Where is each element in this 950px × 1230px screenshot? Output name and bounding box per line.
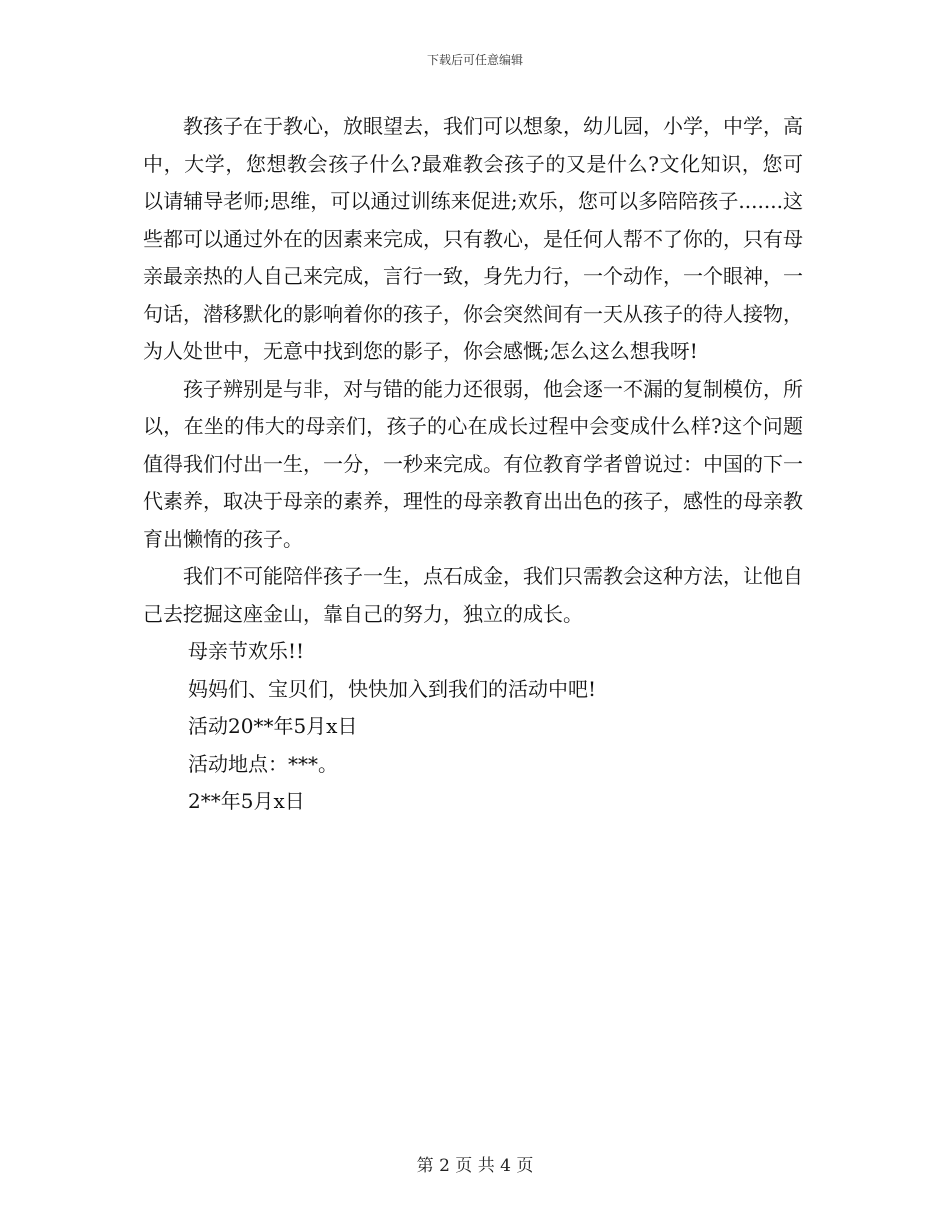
paragraph-teaching-heart: 教孩子在于教心，放眼望去，我们可以想象，幼儿园，小学，中学，高中，大学，您想教会孩子什么?最难教会孩子的又是什么?文化知识，您可以请辅导老师;思维，可以通过训练来促进;欢乐，您可以多陪陪孩子.......这些都可以通过外在的因素来完成，只有教心，是任何人帮不了你的，只有母亲最亲热的人自己来完成，言行一致，身先力行，一个动作，一个眼神，一句话，潜移默化的影响着你的孩子，你会突然间有一天从孩子的待人接物，为人处世中，无意中找到您的影子，你会感慨;怎么这么想我呀!	[143, 114, 803, 363]
greeting-line: 母亲节欢乐!!	[188, 639, 305, 663]
invitation-line: 妈妈们、宝贝们，快快加入到我们的活动中吧!	[188, 676, 597, 701]
paragraph-golden-mountain: 我们不可能陪伴孩子一生，点石成金，我们只需教会这种方法，让他自己去挖掘这座金山，靠自己的努力，独立的成长。	[143, 564, 803, 626]
event-time-line: 活动20**年5月x日	[188, 714, 358, 738]
event-location-line: 活动地点：***。	[188, 751, 338, 776]
paragraph-child-imitation: 孩子辨别是与非，对与错的能力还很弱，他会逐一不漏的复制模仿，所以，在坐的伟大的母亲们，孩子的心在成长过程中会变成什么样?这个问题值得我们付出一生，一分，一秒来完成。有位教育学者曾说过：中国的下一代素养，取决于母亲的素养，理性的母亲教育出出色的孩子，感性的母亲教育出懒惰的孩子。	[143, 376, 803, 551]
page-header-watermark: 下载后可任意编辑	[426, 53, 523, 67]
date-line: 2**年5月x日	[188, 789, 305, 813]
page-number-footer: 第 2 页 共 4 页	[416, 1156, 534, 1176]
document-body	[143, 108, 803, 821]
